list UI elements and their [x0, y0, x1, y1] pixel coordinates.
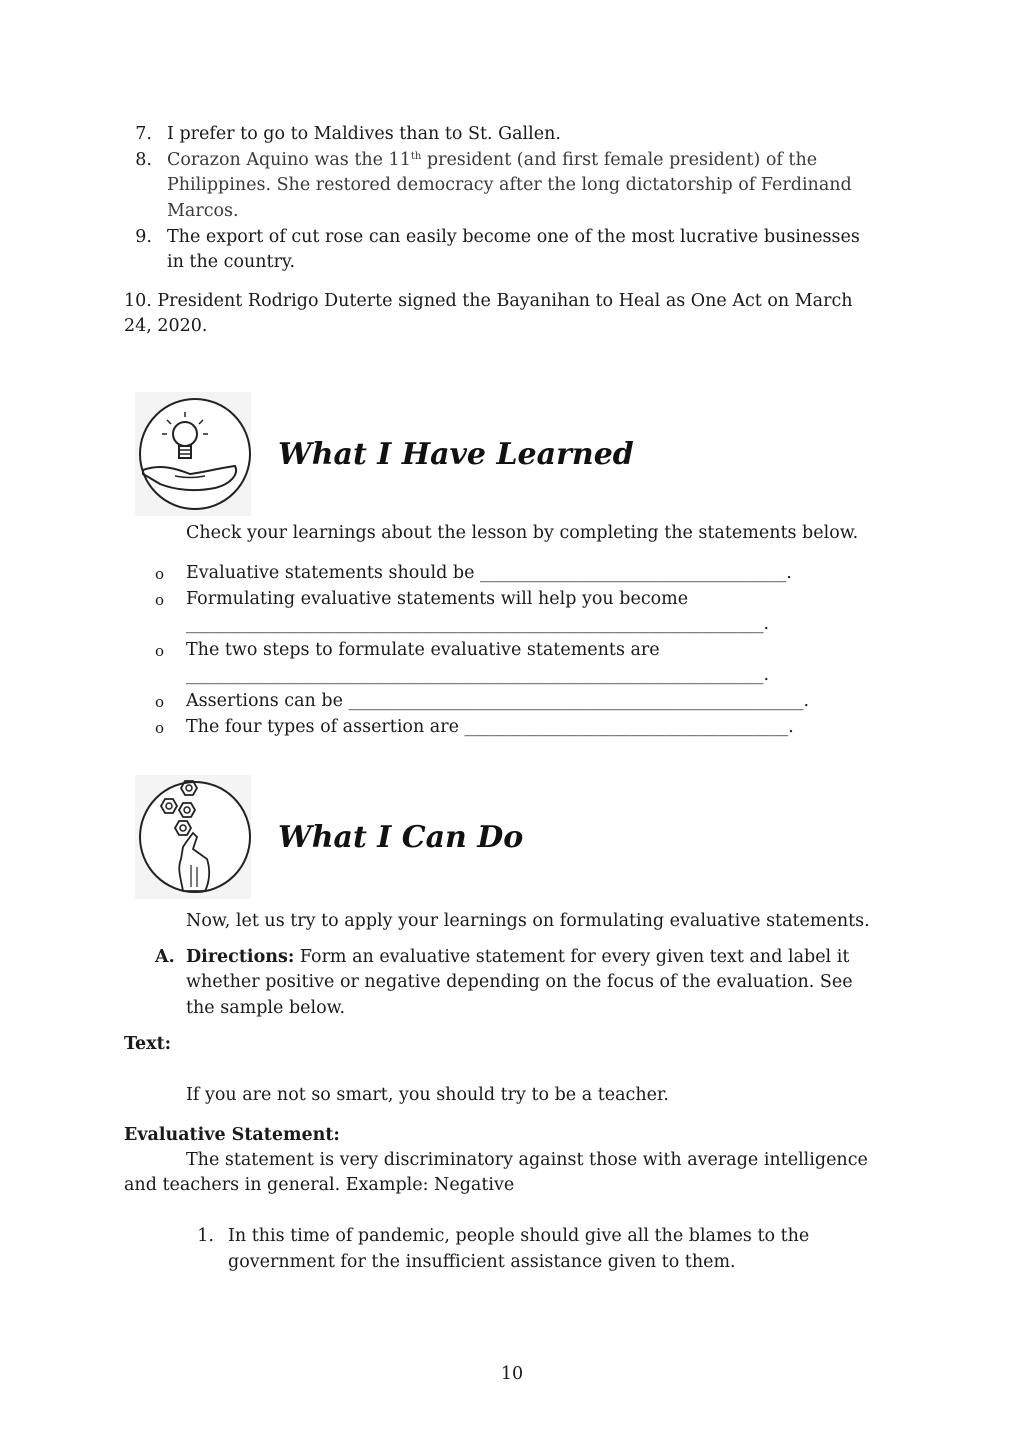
- lightbulb-hand-icon: [135, 392, 251, 516]
- list-item: Formulating evaluative statements will help you become: [186, 589, 689, 609]
- section-title: What I Can Do: [278, 820, 524, 855]
- bullet-marker: o: [155, 565, 165, 583]
- list-item-text: Philippines. She restored democracy after the long dictatorship of Ferdinand: [167, 175, 852, 195]
- gears-hand-icon: [135, 775, 251, 899]
- list-item-text: 10. President Rodrigo Duterte signed the Bayanihan to Heal as One Act on March: [124, 291, 853, 311]
- section-intro: Check your learnings about the lesson by completing the statements below.: [186, 523, 859, 543]
- bullet-marker: o: [155, 693, 165, 711]
- list-item: Evaluative statements should be ___________________________________.: [186, 563, 792, 583]
- list-item-text: Corazon Aquino was the 11th president (and first female president) of the: [167, 150, 818, 170]
- list-item: Assertions can be ____________________________________________________.: [186, 691, 810, 711]
- section-intro: Now, let us try to apply your learnings on formulating evaluative statements.: [186, 911, 870, 931]
- section-title: What I Have Learned: [278, 437, 634, 472]
- directions-letter: A.: [155, 947, 175, 967]
- list-item-text: 24, 2020.: [124, 316, 208, 336]
- directions-line: the sample below.: [186, 998, 346, 1018]
- list-item-text: in the country.: [167, 252, 296, 272]
- page-number: 10: [500, 1364, 524, 1384]
- list-item: The four types of assertion are _____________________________________.: [186, 717, 794, 737]
- list-item-text: The export of cut rose can easily become one of the most lucrative businesses: [167, 227, 860, 247]
- bullet-marker: o: [155, 591, 165, 609]
- list-number: 9.: [135, 227, 152, 247]
- directions-line: whether positive or negative depending on the focus of the evaluation. See: [186, 972, 853, 992]
- evaluative-statement-label: Evaluative Statement:: [124, 1125, 340, 1145]
- bullet-marker: o: [155, 719, 165, 737]
- exercise-text: In this time of pandemic, people should give all the blames to the: [228, 1226, 810, 1246]
- evaluative-statement-line: The statement is very discriminatory against those with average intelligence: [186, 1150, 868, 1170]
- list-number: 8.: [135, 150, 152, 170]
- exercise-text: government for the insufficient assistance given to them.: [228, 1252, 736, 1272]
- text-sample: If you are not so smart, you should try to be a teacher.: [186, 1085, 669, 1105]
- list-number: 7.: [135, 124, 152, 144]
- bullet-marker: o: [155, 642, 165, 660]
- directions-line: Directions: Form an evaluative statement for every given text and label it: [186, 947, 850, 967]
- evaluative-statement-line: and teachers in general. Example: Negative: [124, 1175, 515, 1195]
- fill-in-blank[interactable]: __________________________________________________________________.: [186, 665, 770, 685]
- fill-in-blank[interactable]: __________________________________________________________________.: [186, 614, 770, 634]
- text-label: Text:: [124, 1034, 172, 1054]
- exercise-number: 1.: [197, 1226, 214, 1246]
- list-item-text: Marcos.: [167, 201, 239, 221]
- list-item: The two steps to formulate evaluative statements are: [186, 640, 660, 660]
- list-item-text: I prefer to go to Maldives than to St. Gallen.: [167, 124, 561, 144]
